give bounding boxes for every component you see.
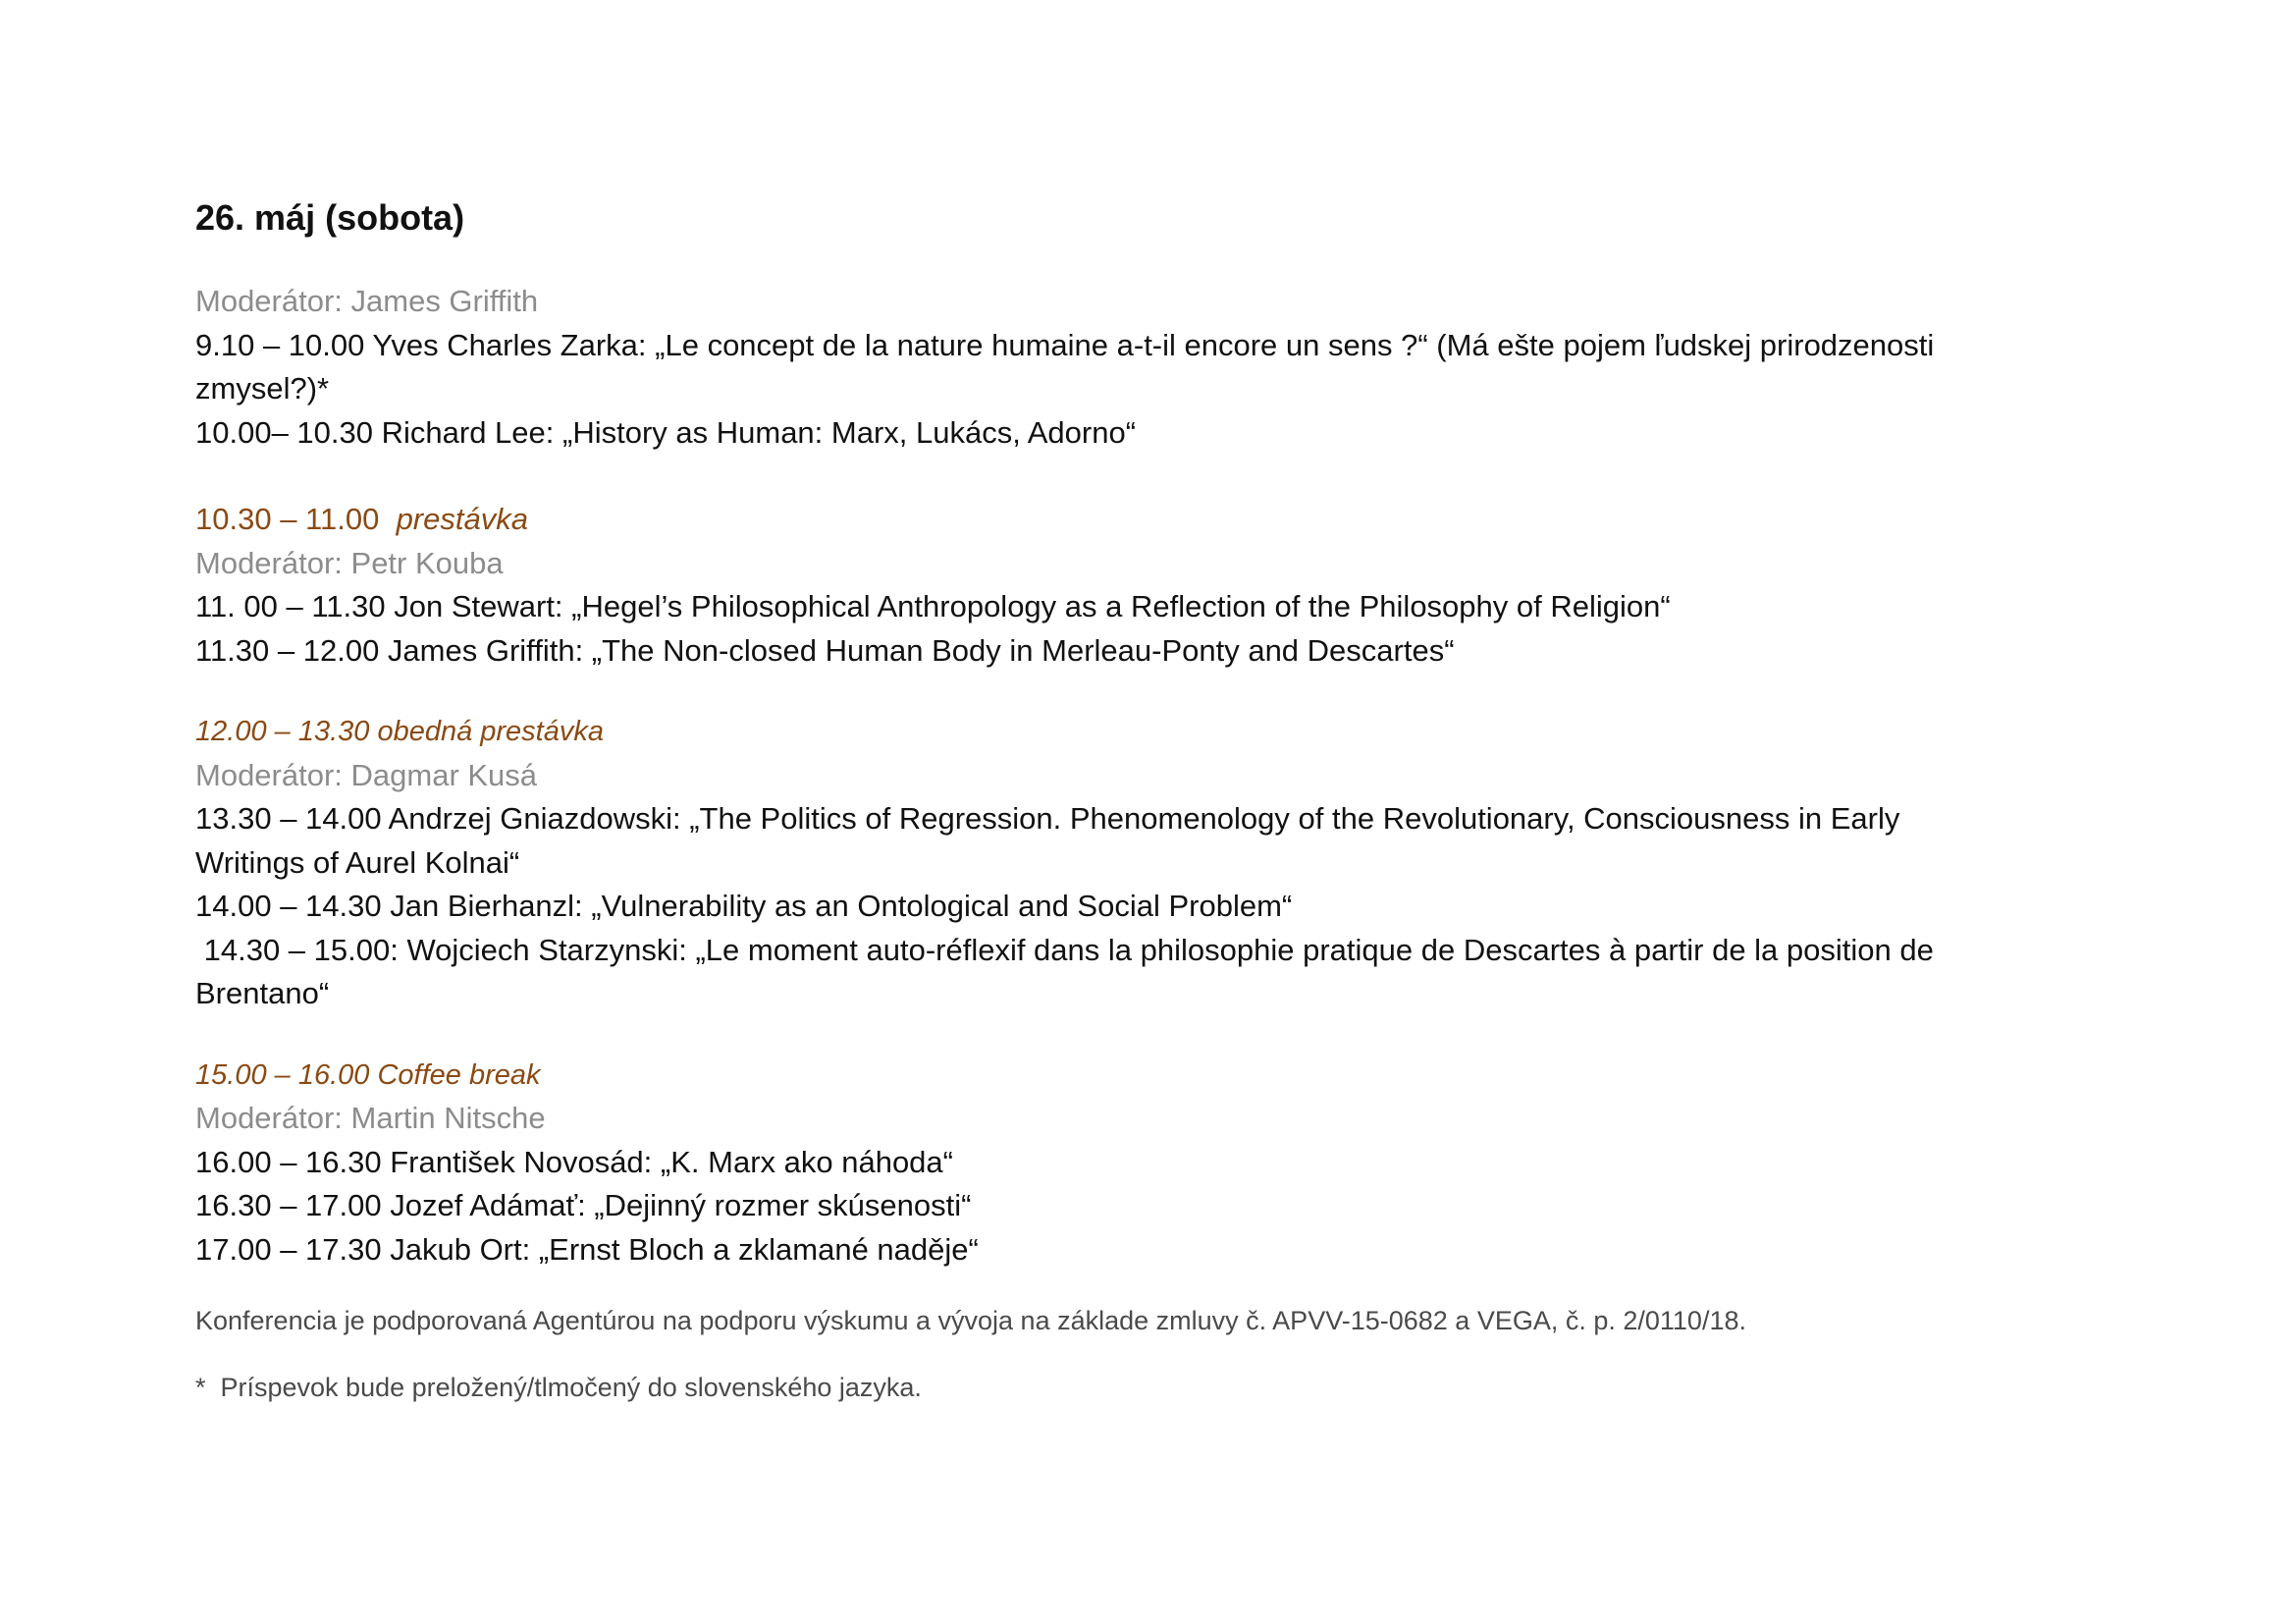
talk-line: 16.30 – 17.00 Jozef Adámať: „Dejinný rozmer skúsenosti“: [195, 1188, 972, 1222]
talk-line: 14.30 – 15.00: Wojciech Starzynski: „Le moment auto-réflexif dans la philosophie pratique de Descartes à partir de la position de: [195, 932, 1934, 967]
break-line: 15.00 – 16.00 Coffee break: [195, 1058, 541, 1091]
session-1: [195, 280, 2139, 455]
talk-line: 14.00 – 14.30 Jan Bierhanzl: „Vulnerability as an Ontological and Social Problem“: [195, 889, 1293, 923]
talk-line: Writings of Aurel Kolnai“: [195, 844, 520, 880]
talk-line: 11. 00 – 11.30 Jon Stewart: „Hegel’s Philosophical Anthropology as a Reflection of the Philosophy of Religion“: [195, 589, 1671, 623]
moderator-line: Moderátor: Martin Nitsche: [195, 1101, 546, 1135]
talk-line: 16.00 – 16.30 František Novosád: „K. Marx ako náhoda“: [195, 1144, 953, 1179]
break-label: prestávka: [396, 502, 528, 536]
break-time: 10.30 – 11.00: [195, 502, 380, 536]
talk-line: zmysel?)*: [195, 371, 330, 406]
moderator-line: Moderátor: Dagmar Kusá: [195, 757, 538, 792]
footnote: * Príspevok bude preložený/tlmočený do slovenského jazyka.: [195, 1373, 922, 1402]
program-content: [195, 194, 2139, 1409]
moderator-line: Moderátor: Petr Kouba: [195, 545, 504, 580]
day-heading: 26. máj (sobota): [195, 197, 465, 238]
talk-line: 9.10 – 10.00 Yves Charles Zarka: „Le concept de la nature humaine a-t-il encore un sens ?“ (Má ešte pojem ľudskej prirodzenosti: [195, 327, 1935, 362]
break-line: [195, 498, 2139, 542]
talk-line: 17.00 – 17.30 Jakub Ort: „Ernst Bloch a zklamané naděje“: [195, 1231, 979, 1267]
session-4: [195, 1054, 2139, 1272]
funding-note: Konferencia je podporovaná Agentúrou na podporu výskumu a vývoja na základe zmluvy č. APVV-15-0682 a VEGA, č. p. 2/0110/18.: [195, 1306, 1746, 1335]
talk-line: Brentano“: [195, 976, 330, 1010]
session-3: [195, 710, 2139, 1016]
break-line: 12.00 – 13.30 obedná prestávka: [195, 716, 604, 747]
session-2: [195, 498, 2139, 673]
moderator-line: Moderátor: James Griffith: [195, 284, 539, 318]
talk-line: 10.00– 10.30 Richard Lee: „History as Human: Marx, Lukács, Adorno“: [195, 414, 1137, 450]
talk-line: 13.30 – 14.00 Andrzej Gniazdowski: „The Politics of Regression. Phenomenology of the Revolutionary, Consciousness in Early: [195, 801, 1900, 836]
talk-line: 11.30 – 12.00 James Griffith: „The Non-closed Human Body in Merleau-Ponty and Descartes“: [195, 632, 1455, 668]
